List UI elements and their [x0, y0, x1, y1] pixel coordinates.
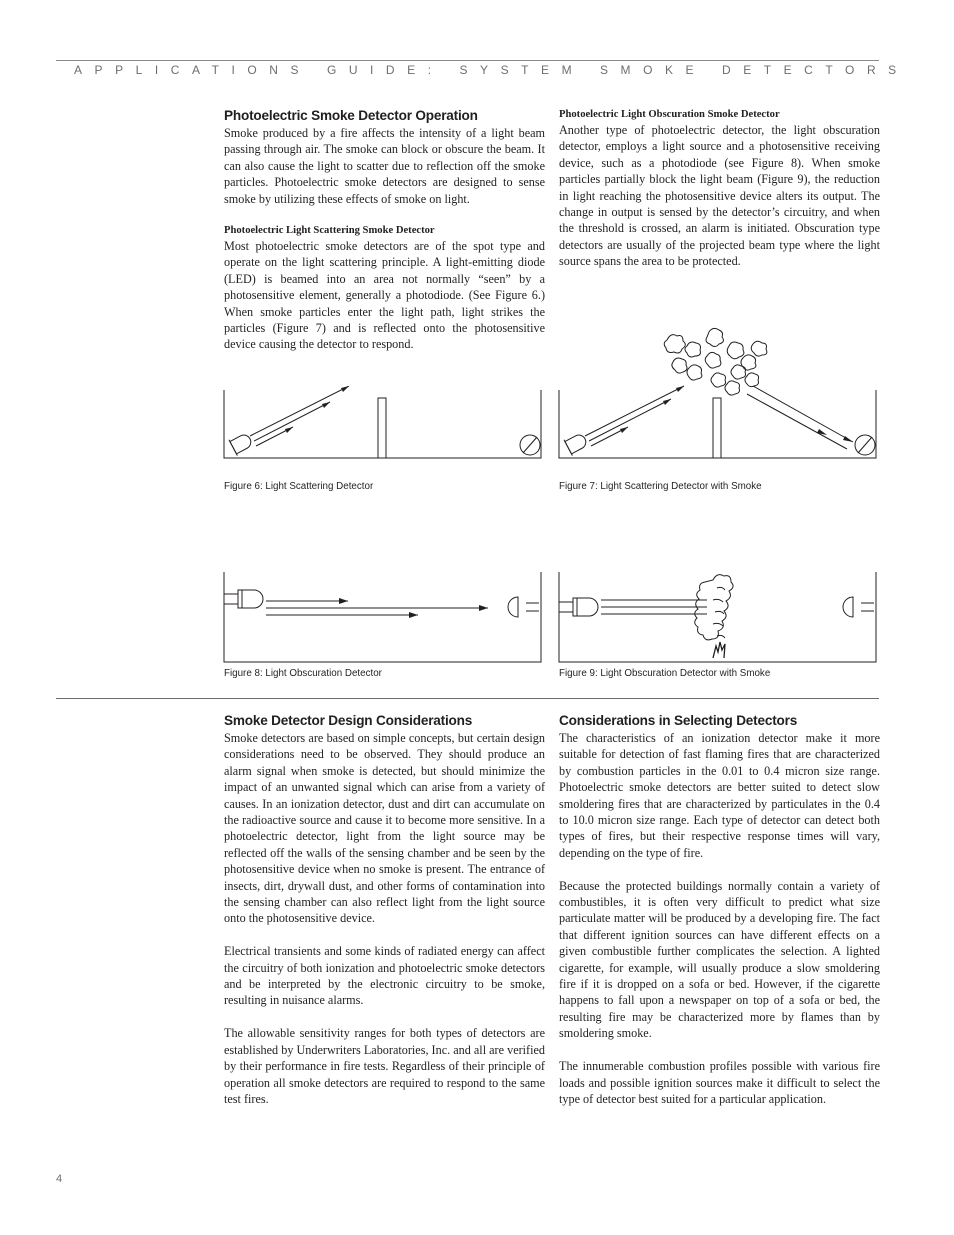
obscuration-subtitle: Photoelectric Light Obscuration Smoke Detector	[559, 109, 780, 120]
light-source	[559, 598, 598, 616]
light-baffle	[713, 398, 721, 458]
light-beam	[254, 402, 330, 441]
section-photoelectric-operation	[224, 107, 545, 353]
paragraph: The allowable sensitivity ranges for both types of detectors are established by Underwriters Laboratories, Inc. and all are verified by their performance in fire tests. Regardless of their principle of operation all smoke detectors are required to respond to the same test fires.	[224, 1026, 545, 1106]
paragraph: Because the protected buildings normally contain a variety of combustibles, it is often very difficult to predict what size particulate matter will be produced by a developing fire. The fact that different ignition sources can have different effects on a given combustible further complicates the selection. A lighted cigarette, for example, will usually produce a slow smoldering fire if it is dropped on a sofa or bed. However, if the cigarette happens to fall upon a newspaper on top of a sofa or bed, the resulting fire may be characterized more by flames than by smoldering smoke.	[559, 878, 880, 1041]
figure-6-caption: Figure 6: Light Scattering Detector	[224, 481, 374, 492]
paragraph: Electrical transients and some kinds of radiated energy can affect the circuitry of both ionization and photoelectric smoke detectors and be interpreted by the electronic circuitry to be smoke, resulting in nuisance alarms.	[224, 944, 545, 1008]
arrowhead	[409, 612, 418, 618]
running-header: APPLICATIONS GUIDE: SYSTEM SMOKE DETECTORS	[74, 63, 909, 77]
arrowhead	[285, 427, 293, 433]
paragraph: The characteristics of an ionization detector make it more suitable for detection of fast flaming fires that are characterized by combustion particles in the 0.01 to 0.4 micron size range. Photoelectric smoke detectors are better suited to detect slow smoldering fires that are characterized by particulates in the 0.4 to 10.0 micron size range. Each type of detector can detect both types of fires, but their respective response times will vary, depending on the type of fire.	[559, 731, 880, 860]
chamber-outline	[224, 390, 541, 458]
figure-9-diagram	[557, 570, 880, 664]
page-number: 4	[56, 1173, 63, 1185]
led-emitter	[229, 431, 254, 456]
scatter-paragraph: Most photoelectric smoke detectors are of the spot type and operate on the light scattering principle. A light-emitting diode (LED) is beamed into an area not normally “seen” by a photosensitive element, generally a photodiode. (See Figure 6.) When smoke particles enter the light path, light strikes the particles (Figure 7) and is reflected onto the photosensitive device causing the detector to respond.	[224, 239, 545, 352]
section-title: Photoelectric Smoke Detector Operation	[224, 108, 478, 123]
figure-8-diagram	[222, 570, 544, 664]
intro-paragraph: Smoke produced by a fire affects the intensity of a light beam passing through air. The smoke can block or obscure the beam. It can also cause the light to scatter due to reflection off the smoke particles. Photoelectric smoke detectors are designed to sense smoke by utilizing these effects of smoke on light.	[224, 126, 545, 206]
section-title: Smoke Detector Design Considerations	[224, 713, 473, 728]
light-baffle	[378, 398, 386, 458]
led-emitter	[564, 431, 589, 456]
scattered-beam	[753, 386, 853, 442]
photodiode-receiver	[855, 435, 875, 455]
chamber-outline	[559, 390, 876, 458]
section-selecting-detectors	[559, 712, 880, 1107]
arrowhead	[339, 598, 348, 604]
light-beam	[250, 386, 349, 436]
arrowhead	[676, 386, 684, 392]
arrowhead	[817, 429, 827, 435]
photodiode-receiver	[520, 435, 540, 455]
paragraph: The innumerable combustion profiles possible with various fire loads and possible ignition sources make it difficult to select the type of detector best suited for a particular application.	[559, 1059, 880, 1106]
scatter-subtitle: Photoelectric Light Scattering Smoke Detector	[224, 225, 435, 237]
figure-9-caption: Figure 9: Light Obscuration Detector with Smoke	[559, 668, 771, 679]
figure-6-diagram	[222, 386, 544, 462]
arrowhead	[322, 402, 330, 408]
light-source	[224, 590, 263, 608]
photodiode-receiver	[843, 597, 874, 617]
flame-icon	[713, 642, 725, 658]
header-rule	[56, 60, 879, 61]
figure-8-caption: Figure 8: Light Obscuration Detector	[224, 668, 382, 679]
light-beam	[589, 399, 671, 441]
section-divider	[56, 698, 879, 699]
photodiode-receiver	[508, 597, 539, 617]
scattered-beam	[747, 394, 847, 449]
figure-7-caption: Figure 7: Light Scattering Detector with Smoke	[559, 481, 762, 492]
section-obscuration	[559, 107, 880, 270]
light-beam	[585, 386, 684, 436]
arrowhead	[663, 399, 671, 405]
obscuration-paragraph: Another type of photoelectric detector, the light obscuration detector, employs a light source and a photosensitive receiving device, such as a photodiode (see Figure 8). When smoke particles partially block the light beam (Figure 9), the reduction in light reaching the photosensitive device alters its output. The change in output is sensed by the detector’s circuitry, and when the threshold is crossed, an alarm is initiated. Obscuration type detectors are usually of the projected beam type where the light source spans the area to be protected.	[559, 123, 880, 269]
section-design-considerations	[224, 712, 545, 1107]
arrowhead	[341, 386, 349, 392]
figure-7-diagram	[557, 322, 880, 462]
arrowhead	[479, 605, 488, 611]
paragraph: Smoke detectors are based on simple concepts, but certain design considerations need to be observed. They should produce an alarm signal when smoke is detected, but should minimize the impact of an unwanted signal which can arise from a variety of causes. In an ionization detector, dust and dirt can accumulate on the radioactive source and cause it to become more sensitive. In a photoelectric detector, light from the light source may be reflected off the walls of the sensing chamber and be seen by the photosensitive device when no smoke is present. The entrance of insects, dirt, drywall dust, and other forms of contamination into the sensing chamber can also reflect light from the light source onto the photosensitive device.	[224, 731, 545, 926]
arrowhead	[620, 427, 628, 433]
room-outline	[224, 572, 541, 662]
section-title: Considerations in Selecting Detectors	[559, 713, 798, 728]
smoke-particles	[664, 328, 767, 395]
